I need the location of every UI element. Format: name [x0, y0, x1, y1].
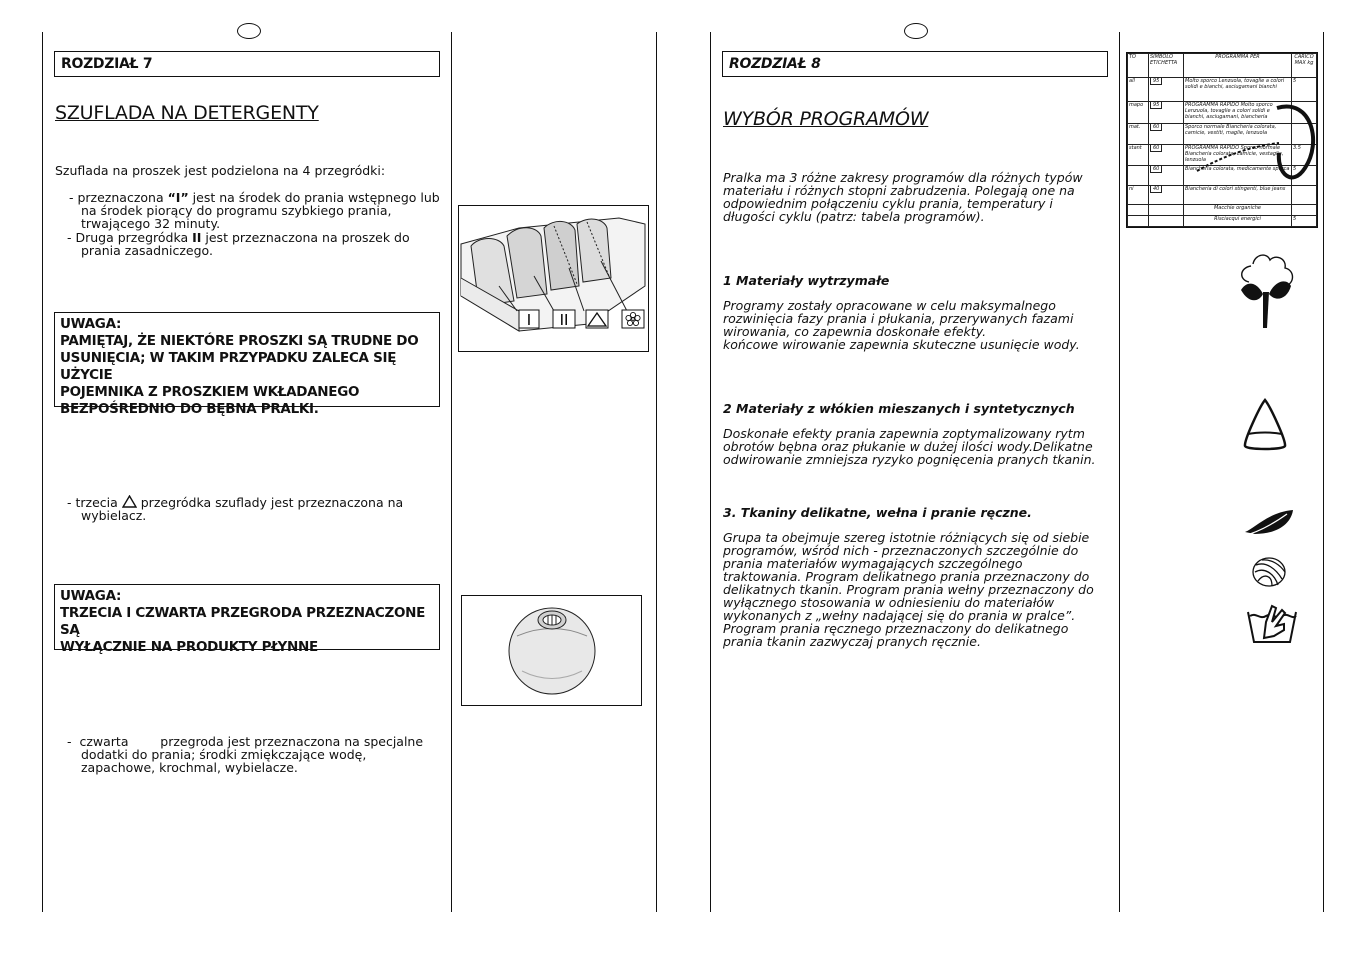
- compartment-3-text: [67, 495, 447, 522]
- item-prefix: - przeznaczona: [69, 190, 168, 205]
- warning-line: USUNIĘCIA; W TAKIM PRZYPADKU ZALECA SIĘ UŻYCIE: [60, 350, 397, 383]
- item-text: przegródka szuflady jest przeznaczona na: [136, 495, 404, 510]
- paragraph-line: Program prania ręcznego przeznaczony do delikatnego: [723, 621, 1069, 636]
- warning-line: POJEMNIKA Z PROSZKIEM WKŁADANEGO: [60, 384, 360, 400]
- column-divider-right: [1119, 32, 1120, 912]
- paragraph-line: długości cyklu (patrz: tabela programów).: [723, 209, 985, 224]
- section-1-title: 1 Materiały wytrzymałe: [723, 273, 890, 288]
- item-prefix: - Druga przegródka: [67, 230, 193, 245]
- item-text: jest przeznaczona na proszek do: [201, 230, 410, 245]
- page-title-right: WYBÓR PROGRAMÓW: [723, 108, 929, 130]
- compartment-4-text: [67, 735, 447, 774]
- drawer-label-ii: II: [559, 311, 569, 329]
- item-text: na środek piorący do programu szybkiego prania,: [81, 203, 392, 218]
- warning-line: TRZECIA I CZWARTA PRZEGRODA PRZEZNACZONE SĄ: [60, 605, 426, 638]
- table-cell: PROGRAMMA RAPIDO Sporco normale Biancheria colorata, camicie, vestaglie, lenzuola: [1184, 145, 1292, 166]
- item-text: wybielacz.: [81, 508, 147, 523]
- synthetic-triangle-icon: [1240, 396, 1290, 452]
- warning-line: UWAGA:: [60, 588, 122, 604]
- paragraph-line: programów, wśród nich - przeznaczonych szczególnie do: [723, 543, 1079, 558]
- warning-box-1: [54, 312, 440, 417]
- detergent-ball-drawing: [462, 596, 641, 705]
- paragraph-line: wyłącznego stosowania w odniesieniu do materiałów: [723, 595, 1055, 610]
- table-header: TO: [1128, 54, 1149, 78]
- paragraph-line: Grupa ta obejmuje szereg istotnie różniących się od siebie: [723, 530, 1090, 545]
- intro-text: Szuflada na proszek jest podzielona na 4 przegródki:: [55, 163, 386, 178]
- section-3-text: [723, 531, 1113, 648]
- table-cell: ni: [1128, 185, 1149, 205]
- wool-icon: [1250, 555, 1288, 589]
- paragraph-line: wykonanych z „wełny nadającej się do prania w pralce”.: [723, 608, 1076, 623]
- column-divider-left: [451, 32, 452, 912]
- paragraph-line: materiału i różnych stopni zabrudzenia. Polegają one na: [723, 183, 1075, 198]
- table-cell: Sporco normale Biancheria colorata, camicie, vestiti, maglie, lenzuola: [1184, 123, 1292, 145]
- paragraph-line: odwirowanie zmniejsza ryzyko pognięcenia pranych tkanin.: [723, 452, 1096, 467]
- delicate-feather-icon: [1241, 506, 1297, 538]
- warning-box-2: [54, 584, 440, 655]
- bleach-triangle-icon: [122, 495, 137, 508]
- hand-wash-icon: [1244, 602, 1300, 646]
- item-prefix: - trzecia: [67, 495, 122, 510]
- cotton-overlay-drawing: [1127, 53, 1317, 227]
- temp-symbol: 60: [1150, 144, 1162, 152]
- table-cell: mapo: [1128, 101, 1149, 123]
- compartment-1-label: “I”: [167, 190, 189, 205]
- item-text: trwającego 32 minuty.: [81, 216, 221, 231]
- drawer-illustration: [458, 205, 649, 352]
- language-oval-right: [904, 23, 928, 39]
- table-cell: 5: [1292, 216, 1317, 227]
- paragraph-line: traktowania. Program delikatnego prania przeznaczony do: [723, 569, 1090, 584]
- section-1-text: [723, 299, 1113, 351]
- table-cell: Biancheria colorata, medicamente sporca: [1184, 166, 1292, 186]
- page-title-left: SZUFLADA NA DETERGENTY: [55, 102, 319, 124]
- paragraph-line: końcowe wirowanie zapewnia skuteczne usunięcie wody.: [723, 337, 1080, 352]
- table-cell: stant: [1128, 145, 1149, 166]
- item-text: jest na środek do prania wstępnego lub: [188, 190, 440, 205]
- programs-intro: [723, 171, 1113, 223]
- page-border-middle-right: [710, 32, 711, 912]
- table-header: CARICO MAX kg: [1292, 54, 1317, 78]
- temp-symbol: 95: [1150, 77, 1162, 85]
- temp-symbol: 60: [1150, 123, 1162, 131]
- paragraph-line: Doskonałe efekty prania zapewnia zoptymalizowany rytm: [723, 426, 1085, 441]
- cotton-icon: [1233, 250, 1299, 332]
- program-table: [1126, 52, 1318, 228]
- paragraph-line: prania materiałów wymagających szczególnego: [723, 556, 1023, 571]
- drawer-label-i: I: [526, 311, 532, 329]
- paragraph-line: wirowania, co zapewnia doskonałe efekty.: [723, 324, 987, 339]
- page-border-middle-left: [656, 32, 657, 912]
- temp-symbol: 60: [1150, 165, 1162, 173]
- table-cell: 3.5: [1292, 145, 1317, 166]
- item-text: zapachowe, krochmal, wybielacze.: [81, 760, 298, 775]
- chapter-header-7: [54, 51, 440, 77]
- compartment-1-text: [69, 191, 449, 230]
- temp-symbol: 40: [1150, 185, 1162, 193]
- paragraph-line: rozwinięcia fazy prania i płukania, przerywanych fazami: [723, 311, 1074, 326]
- page-border-right: [1323, 32, 1324, 912]
- detergent-ball-illustration: [461, 595, 642, 706]
- page-border-left: [42, 32, 43, 912]
- chapter-label: ROZDZIAŁ 8: [729, 56, 821, 72]
- warning-line: BEZPOŚREDNIO DO BĘBNA PRALKI.: [60, 401, 319, 417]
- temp-symbol: 95: [1150, 101, 1162, 109]
- compartment-2-label: II: [192, 230, 202, 245]
- language-oval-left: [237, 23, 261, 39]
- item-text: dodatki do prania; środki zmiękczające wodę,: [81, 747, 367, 762]
- paragraph-line: prania tkanin zazwyczaj pranych ręcznie.: [723, 634, 981, 649]
- table-cell: Molto sporco Lenzuola, tovaglie a colori solidi e bianchi, asciugamani bianchi: [1184, 77, 1292, 101]
- paragraph-line: obrotów bębna oraz płukanie w dużej ilości wody.Delikatne: [723, 439, 1093, 454]
- chapter-header-8: [722, 51, 1108, 77]
- detergent-drawer-drawing: [459, 206, 648, 351]
- table-cell: PROGRAMMA RAPIDO Molto sporco Lenzuola, tovaglie a colori solidi e bianchi, asciugamani, biancheria: [1184, 101, 1292, 123]
- compartment-2-text: [67, 231, 447, 257]
- section-2-text: [723, 427, 1113, 466]
- table-cell: Risciacqui energici: [1184, 216, 1292, 227]
- warning-line: WYŁĄCZNIE NA PRODUKTY PŁYNNE: [60, 639, 318, 655]
- table-cell: mat.: [1128, 123, 1149, 145]
- paragraph-line: Programy zostały opracowane w celu maksymalnego: [723, 298, 1056, 313]
- table-cell: 5: [1292, 77, 1317, 101]
- warning-line: UWAGA:: [60, 316, 122, 332]
- paragraph-line: odpowiednim połączeniu cyklu prania, temperatury i: [723, 196, 1053, 211]
- section-2-title: 2 Materiały z włókien mieszanych i syntetycznych: [723, 401, 1075, 416]
- table-cell: all: [1128, 77, 1149, 101]
- table-header: PROGRAMMA PER: [1184, 54, 1292, 78]
- item-text: prania zasadniczego.: [81, 243, 213, 258]
- section-3-title: 3. Tkaniny delikatne, wełna i pranie ręczne.: [723, 505, 1032, 520]
- table-cell: Macchie organiche: [1184, 205, 1292, 216]
- item-text: - czwarta przegroda jest przeznaczona na specjalne: [67, 734, 424, 749]
- table-cell: Biancheria di colori stingenti, blue jeans: [1184, 185, 1292, 205]
- table-header: SIMBOLO ETICHETTA: [1149, 54, 1184, 78]
- chapter-label: ROZDZIAŁ 7: [61, 56, 153, 72]
- paragraph-line: Pralka ma 3 różne zakresy programów dla różnych typów: [723, 170, 1083, 185]
- warning-line: PAMIĘTAJ, ŻE NIEKTÓRE PROSZKI SĄ TRUDNE DO: [60, 333, 419, 349]
- paragraph-line: delikatnych tkanin. Program prania wełny przeznaczony do: [723, 582, 1094, 597]
- table-cell: 5: [1292, 166, 1317, 186]
